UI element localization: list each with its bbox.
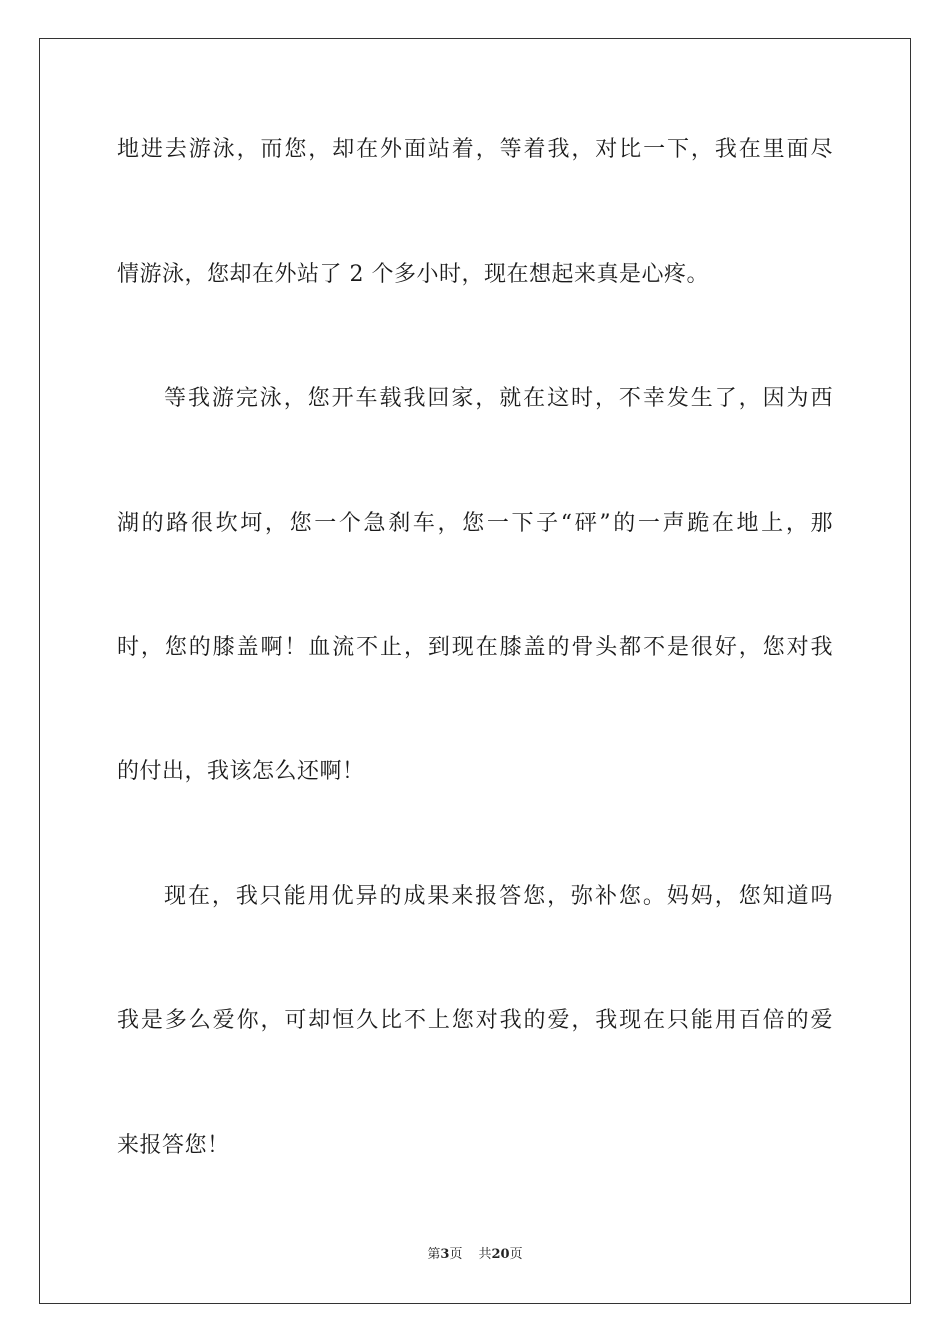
text-line-9: 来报答您！ [117,1133,230,1158]
total-prefix: 共 [478,1247,492,1262]
text-line-3: 等我游完泳，您开车载我回家，就在这时，不幸发生了，因为西 [164,386,833,411]
page-suffix: 页 [449,1247,463,1262]
page-number: 3 [440,1247,450,1262]
text-line-8: 我是多么爱你，可却恒久比不上您对我的爱，我现在只能用百倍的爱 [117,1008,833,1033]
text-line-1: 地进去游泳，而您，却在外面站着，等着我，对比一下，我在里面尽 [117,137,833,162]
total-suffix: 页 [509,1247,523,1262]
text-line-5: 时，您的膝盖啊！血流不止，到现在膝盖的骨头都不是很好，您对我 [117,635,833,660]
total-pages: 20 [491,1247,510,1262]
text-line-4: 湖的路很坎坷，您一个急刹车，您一下子“砰”的一声跪在地上，那 [117,511,833,536]
text-line-6: 的付出，我该怎么还啊！ [117,759,365,784]
text-line-2: 情游泳，您却在外站了 2 个多小时，现在想起来真是心疼。 [117,262,709,287]
page-footer [0,1246,950,1264]
page-prefix: 第 [427,1247,441,1262]
page-border [39,38,911,1304]
text-line-7: 现在，我只能用优异的成果来报答您，弥补您。妈妈，您知道吗 [164,884,833,909]
